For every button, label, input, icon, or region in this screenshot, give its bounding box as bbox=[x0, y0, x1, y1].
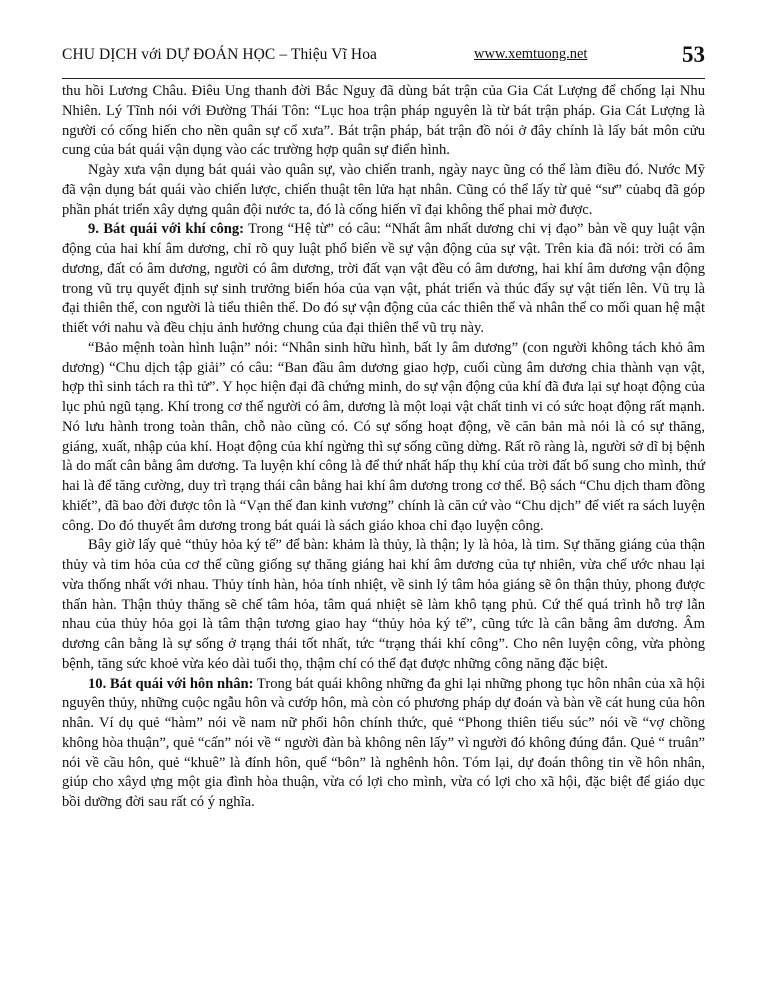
paragraph bbox=[62, 339, 705, 537]
header-book-title: CHU DỊCH với DỰ ĐOÁN HỌC – Thiệu Vĩ Hoa bbox=[62, 46, 378, 63]
page-number: 53 bbox=[682, 42, 705, 67]
section-heading: 9. Bát quái với khí công: bbox=[88, 221, 245, 238]
paragraph bbox=[62, 161, 705, 220]
paragraph-text: Ngày xưa vận dụng bát quái vào quân sự, vào chiến tranh, ngày nayc ũng có thể làm điều đó. Nước Mỹ đã vận dụng bát quái vào chiến lược, chiến thuật tên lửa hạt nhân. Cũng có thể lấy từ quẻ “sư” củabq đã góp phần phát triển xây dựng quân đội nước ta, đó là cống hiến vĩ đại không thể phai mờ được. bbox=[62, 162, 705, 218]
page-header bbox=[62, 44, 705, 79]
paragraph-text: Bây giờ lấy quẻ “thủy hỏa ký tế” để bàn: khảm là thủy, là thận; ly là hỏa, là tim. Sự thăng giáng của thận thủy và tim hỏa của cơ thể cũng giống sự thăng giáng hai khí âm dương của tự nhiên, vừa chế ước nhau lại vừa thống nhất với nhau. Thủy tính hàn, hỏa tính nhiệt, về sinh lý tâm hỏa giáng sẽ ôn thận thủy, phong được thấn hàn. Thận thủy thăng sẽ chế tâm hỏa, tâm quá nhiệt sẽ làm khô tạng phủ. Cứ thế quá trình hỗ trợ lẫn nhau của thủy hỏa gọi là tâm thận tương giao hay “thủy hỏa ký tế”, cũng tức là cân bằng âm dương. Âm dương cân bằng là sự sống ở trạng thái tốt nhất, tức “trạng thái khí công”. Cho nên luyện công, vừa phòng bệnh, tăng sức khoẻ vừa kéo dài tuổi thọ, thậm chí có thể đạt được những công năng đặc biệt. bbox=[62, 537, 705, 672]
paragraph-text: Trong “Hệ từ” có câu: “Nhất âm nhất dương chi vị đạo” bàn về quy luật vận động của hai khí âm dương, chỉ rõ quy luật phổ biến về sự vận động của sự vật. Trên kia đã nói: trời có âm dương, đất có âm dương, người có âm dương, trời đất vạn vật đều có âm dương, hai khí âm dương vận động trong vũ trụ quyết định sự sinh trưởng biến hóa của vạn vật, phát triển và thúc đẩy sự vật tiến lên. Vũ trụ là đại thiên thể, con người là tiểu thiên thể. Do đó sự vận động của các thiên thể và nhân thể co mối quan hệ mật thiết với nahu và đều chịu ảnh hưởng chung của đại thiên thể vũ trụ này. bbox=[62, 221, 705, 336]
paragraph-text: Trong bát quái không những đa ghi lại những phong tục hôn nhân của xã hội nguyên thủy, những cuộc ngẫu hôn và cướp hôn, mà còn có phương pháp dự đoán và bàn về cát hung của hôn nhân. Ví dụ quẻ “hàm” nói về nam nữ phối hôn chính thức, quẻ “Phong thiên tiểu súc” nói về “vợ chồng không hòa thuận”, quẻ “cấn” nói về “ người đàn bà không nên lấy” vì người đó không đúng đắn. Quẻ “ truân” nói về cầu hôn, quẻ “khuê” là đính hôn, quế “bôn” là nghênh hôn. Tóm lại, dự đoán thông tin về hôn nhân, giúp cho xâyd ựng một gia đình hòa thuận, vừa có lợi cho mình, vừa có lợi cho xã hội, đặc biệt để giáo dục bồi dưỡng đời sau rất có ý nghĩa. bbox=[62, 675, 705, 810]
paragraph bbox=[62, 675, 705, 813]
header-website-link[interactable]: www.xemtuong.net bbox=[474, 46, 588, 62]
paragraph bbox=[62, 220, 705, 339]
paragraph bbox=[62, 82, 705, 161]
body-text bbox=[62, 82, 705, 813]
paragraph-text: “Bảo mệnh toàn hình luận” nói: “Nhân sinh hữu hình, bất ly âm dương” (con người không tách khỏ âm dương) “Chu dịch tập giải” có câu: “Ban đầu âm dương giao hợp, cuối cùng âm dương chia thành vạn vật, hợp thì sinh tách ra thì tử”. Y học hiện đại đã chứng minh, do sự vận động của khí đã đưa lại sự hoạt động của lục phủ ngũ tạng. Khí trong cơ thể người có âm, dương là một loại vật chất tinh vi có sức hoạt động rất mạnh. Nó lưu hành trong toàn thân, chỗ nào cũng có. Có sự sống hoạt động, về căn bản mà nói là có sự thăng, giáng, xuất, nhập của khí. Hoạt động của khí ngừng thì sự sống cũng dừng. Rất rõ ràng là, người sở dĩ bị bệnh là do mất cân bằng âm dương. Ta luyện khí công là để thứ nhất hấp thụ khí của trời đất bổ sung cho mình, thứ hai là để tăng cường, duy trì trạng thái cân bằng hai khí âm dương trong cơ thể. Bộ sách “Chu dịch tham đồng khiết”, đã bao đời được tôn là “Vạn thế đan kinh vương” chính là căn cứ vào “Chu dịch” để viết ra sách luyện công. Do đó thuyết âm dương trong bát quái là sách giáo khoa chỉ đạo luyện công. bbox=[62, 339, 705, 534]
paragraph bbox=[62, 536, 705, 674]
paragraph-text: thu hồi Lương Châu. Điêu Ung thanh đời Bắc Nguỵ đã dùng bát trận của Gia Cát Lượng để chống lại Nhu Nhiên. Lý Tĩnh nói với Đường Thái Tôn: “Lục hoa trận pháp nguyên là từ bát trận pháp. Gia Cát Lượng là người có cống hiến cho nền quân sự cổ xưa”. Bát trận pháp, bát trận đồ nói ở đây chính là lấy bát môn cửu cung của bát quái vận dụng vào các trường hợp quân sự điển hình. bbox=[62, 83, 705, 159]
section-heading: 10. Bát quái với hôn nhân: bbox=[88, 675, 254, 692]
